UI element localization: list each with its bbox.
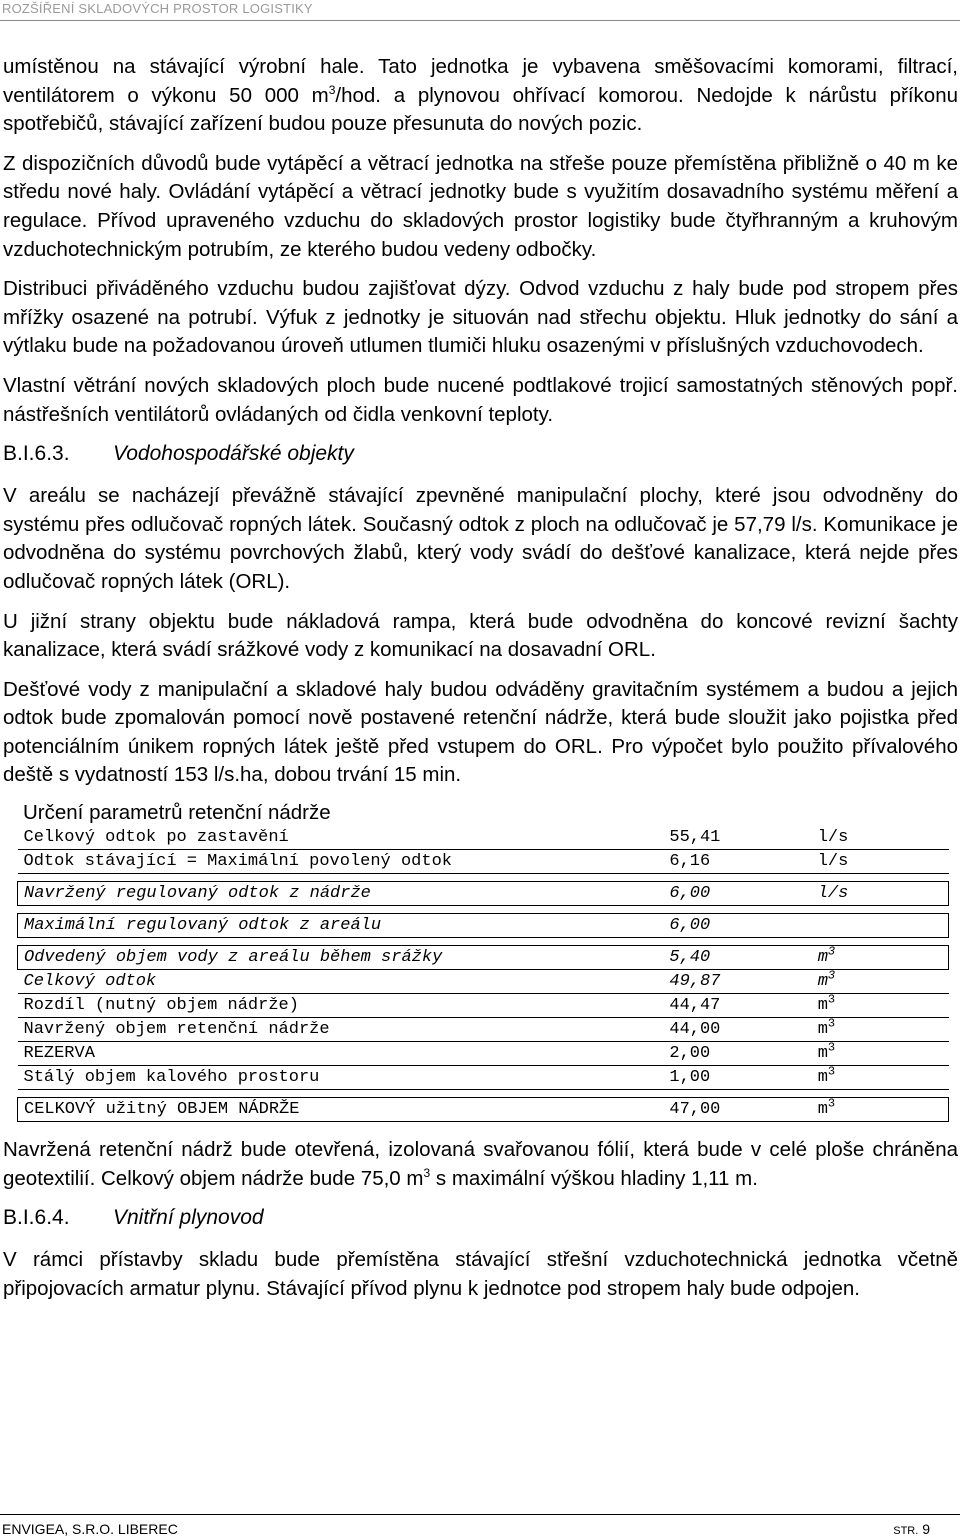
unit-text: m [817, 1044, 828, 1064]
water-paragraph-3: Dešťové vody z manipulační a skladové haly budou odváděny gravitačním systémem a budou a jejich odtok bude zpomalován pomocí nově postavené retenční nádrže, která bude sloužit jako pojistka před potenciálním únikem ropných látek ještě před vstupem do ORL. Pro výpočet bylo použito přívalového deště s vydatností 153 l/s.ha, dobou trvání 15 min. [3, 677, 958, 787]
unit-text: m [817, 996, 828, 1016]
unit-text: m [817, 948, 828, 968]
page-header [0, 0, 960, 21]
row-spacer-cell [18, 874, 949, 882]
intro-paragraph-1 [3, 53, 958, 139]
section-heading-gas [3, 1204, 958, 1232]
table-row [18, 826, 949, 850]
section-number: B.I.6.4. [3, 1206, 70, 1230]
document-body [3, 53, 958, 1314]
param-label: Navržený objem retenční nádrže [18, 1018, 664, 1042]
gas-paragraph-1: V rámci přístavby skladu bude přemístěna stávající střešní vzduchotechnická jednotka včetně připojovacích armatur plynu. Stávající přívod plynu k jednotce pod stropem haly bude odpojen. [3, 1248, 958, 1300]
section-heading-water [3, 440, 958, 468]
page-label: STR. [893, 1525, 919, 1537]
row-spacer-cell [18, 1090, 949, 1098]
unit-text: m [817, 1100, 828, 1120]
section-title: Vnitřní plynovod [113, 1206, 264, 1230]
param-value: 6,00 [663, 882, 811, 906]
param-unit [812, 1042, 949, 1066]
text-span: Navržená retenční nádrž bude otevřená, izolovaná svařovanou fólií, která bude v celé ploše chráněna geotextilií. Celkový objem nádrže bude 75,0 m [3, 1138, 958, 1190]
param-value: 2,00 [663, 1042, 811, 1066]
unit-text: m [817, 972, 828, 992]
unit-superscript: 3 [827, 1016, 836, 1031]
unit-text: l/s [817, 828, 849, 848]
unit-text: l/s [817, 852, 849, 872]
param-unit [812, 826, 949, 850]
text-span: umístěnou na stávající výrobní hale. Tato jednotka je vybavena směšovacími komorami, filtrací, ventilátorem o výkonu 50 000 m [3, 55, 958, 107]
param-label: Celkový odtok po zastavění [18, 826, 664, 850]
param-unit [812, 970, 949, 994]
param-label: Maximální regulovaný odtok z areálu [18, 914, 664, 938]
param-label: Navržený regulovaný odtok z nádrže [18, 882, 664, 906]
water-paragraph-2: U jižní strany objektu bude nákladová rampa, která bude odvodněna do koncové revizní šachty kanalizace, která svádí srážkové vody z komunikací na dosavadní ORL. [3, 609, 958, 662]
table-row [18, 850, 949, 874]
unit-superscript: 3 [827, 1040, 836, 1055]
unit-superscript: 3 [827, 992, 836, 1007]
param-value: 55,41 [663, 826, 811, 850]
param-unit [812, 946, 949, 970]
param-value: 6,00 [663, 914, 811, 938]
unit-text: m [817, 1068, 828, 1088]
company-name: ENVIGEA, S.R.O. LIBEREC [2, 1521, 178, 1537]
param-unit [812, 1066, 949, 1090]
param-label: Stálý objem kalového prostoru [18, 1066, 664, 1090]
table-row [18, 1018, 949, 1042]
table-row [18, 914, 949, 938]
row-spacer-cell [18, 938, 949, 946]
water-paragraph-1: V areálu se nacházejí převážně stávající zpevněné manipulační plochy, které jsou odvodněny do systému přes odlučovač ropných látek. Současný odtok z ploch na odlučovač je 57,79 l/s. Komunikace je odvodněna do systému povrchových žlabů, který vody svádí do dešťové kanalizace, která nejde přes odlučovač ropných látek (ORL). [3, 484, 958, 593]
param-value: 47,00 [663, 1098, 811, 1122]
text-span: s maximální výškou hladiny 1,11 m. [430, 1166, 758, 1190]
after-table-paragraph [3, 1136, 958, 1193]
unit-superscript: 3 [827, 944, 836, 959]
page-number-value: 9 [922, 1521, 930, 1537]
row-spacer [18, 874, 949, 882]
param-unit [812, 1098, 949, 1122]
param-label: CELKOVÝ užitný OBJEM NÁDRŽE [18, 1098, 664, 1122]
param-unit [812, 994, 949, 1018]
table-heading: Určení parametrů retenční nádrže [23, 801, 331, 825]
param-unit [812, 1018, 949, 1042]
table-body [18, 826, 949, 1122]
table-row [18, 994, 949, 1018]
param-label: Odtok stávající = Maximální povolený odtok [18, 850, 664, 874]
intro-paragraph-3: Distribuci přiváděného vzduchu budou zajišťovat dýzy. Odvod vzduchu z haly bude pod stropem přes mřížky osazené na potrubí. Výfuk z jednotky je situován nad střechu objektu. Hluk jednotky do sání a výtlaku bude na požadovanou úroveň utlumen tlumiči hluku osazenými v příslušných vzduchovodech. [3, 277, 958, 358]
param-label: REZERVA [18, 1042, 664, 1066]
param-label: Odvedený objem vody z areálu během srážky [18, 946, 664, 970]
unit-superscript: 3 [827, 1064, 836, 1079]
table-row [18, 1098, 949, 1122]
unit-superscript: 3 [827, 968, 836, 983]
param-value: 44,47 [663, 994, 811, 1018]
param-unit [812, 914, 949, 938]
unit-text: l/s [817, 884, 849, 904]
table-row [18, 970, 949, 994]
section-title: Vodohospodářské objekty [113, 442, 354, 466]
param-label: Celkový odtok [18, 970, 664, 994]
superscript: 3 [328, 82, 336, 97]
row-spacer [18, 906, 949, 914]
text-span: /hod. a plynovou ohřívací komorou. Nedojde k nárůstu příkonu spotřebičů, stávající zařízení budou pouze přesunuta do nových pozic. [3, 83, 958, 136]
unit-text: m [817, 1020, 828, 1040]
document-title: ROZŠÍŘENÍ SKLADOVÝCH PROSTOR LOGISTIKY [2, 1, 313, 16]
param-label: Rozdíl (nutný objem nádrže) [18, 994, 664, 1018]
page-number [893, 1521, 930, 1537]
table-row [18, 882, 949, 906]
intro-paragraph-4: Vlastní větrání nových skladových ploch bude nucené podtlakové trojicí samostatných stěnových popř. nástřešních ventilátorů ovládaných od čidla venkovní teploty. [3, 373, 958, 426]
row-spacer [18, 1090, 949, 1098]
superscript: 3 [423, 1165, 431, 1180]
unit-superscript: 3 [827, 1096, 836, 1111]
param-value: 1,00 [663, 1066, 811, 1090]
section-number: B.I.6.3. [3, 442, 70, 466]
page-footer [0, 1514, 960, 1539]
table-row [18, 1042, 949, 1066]
param-unit [812, 850, 949, 874]
param-value: 49,87 [663, 970, 811, 994]
intro-paragraph-2: Z dispozičních důvodů bude vytápěcí a větrací jednotka na střeše pouze přemístěna přibližně o 40 m ke středu nové haly. Ovládání vytápěcí a větrací jednotky bude s využitím dosavadního systému měření a regulace. Přívod upraveného vzduchu do skladových prostor logistiky bude čtyřhranným a kruhovým vzduchotechnickým potrubím, ze kterého budou vedeny odbočky. [3, 151, 958, 261]
param-unit [812, 882, 949, 906]
param-value: 44,00 [663, 1018, 811, 1042]
table-row [18, 1066, 949, 1090]
table-row [18, 946, 949, 970]
retention-params-table [17, 826, 949, 1122]
row-spacer-cell [18, 906, 949, 914]
param-value: 5,40 [663, 946, 811, 970]
param-value: 6,16 [663, 850, 811, 874]
row-spacer [18, 938, 949, 946]
